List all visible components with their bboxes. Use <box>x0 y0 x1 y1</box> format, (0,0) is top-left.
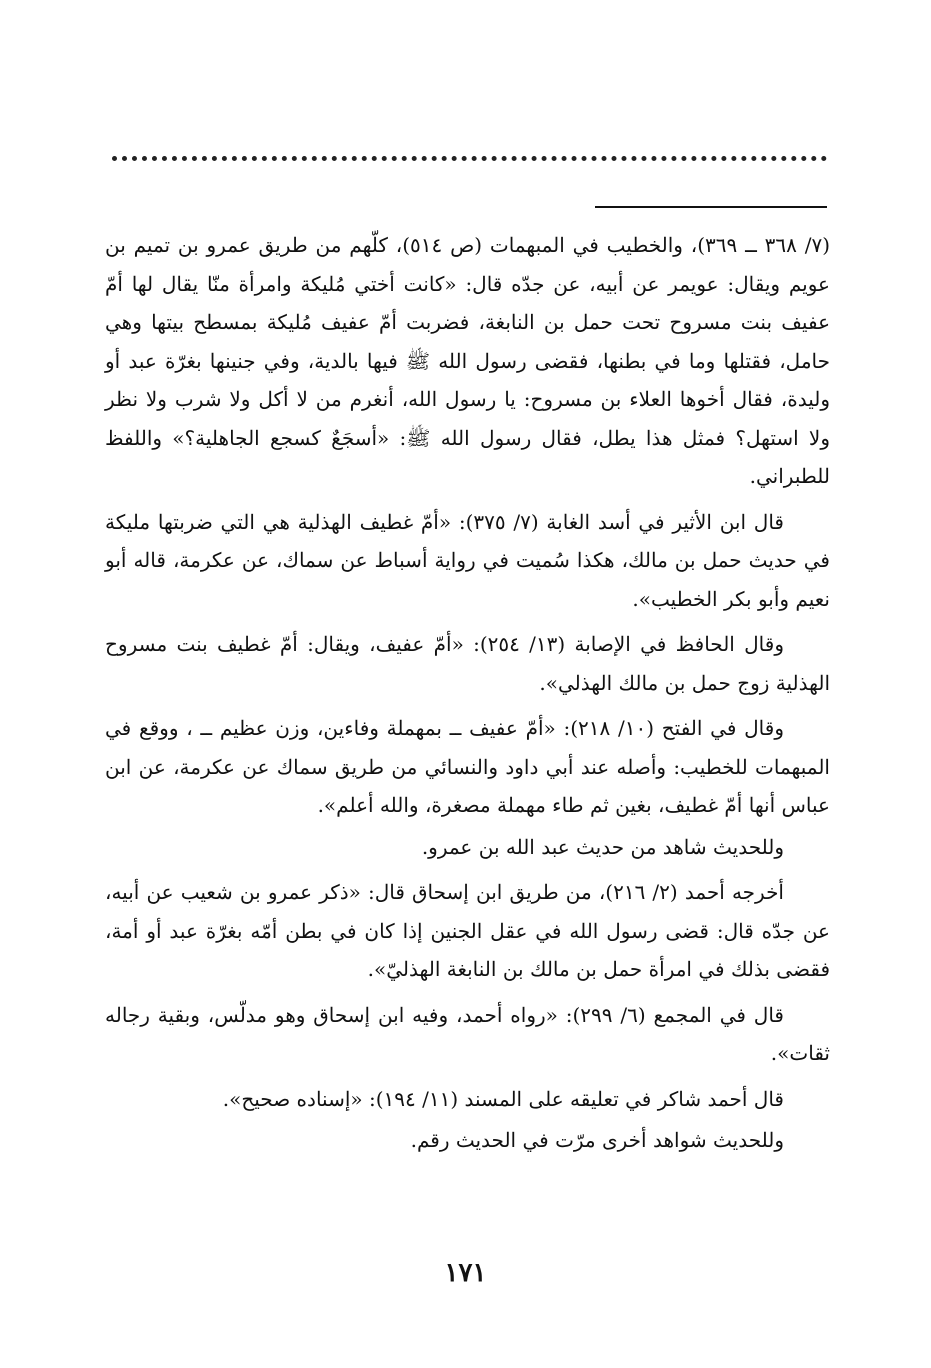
paragraph-7: قال في المجمع (٦/ ٢٩٩): «رواه أحمد، وفيه ابن إسحاق وهو مدلّس، وبقية رجاله ثقات». <box>105 1002 830 1065</box>
page-number: ١٧١ <box>444 1258 487 1288</box>
footnote-rule <box>595 206 827 208</box>
paragraph-1: (٧/ ٣٦٨ ــ ٣٦٩)، والخطيب في المبهمات (ص ٥١٤)، كلّهم من طريق عمرو بن تميم بن عويم ويقال: عويمر عن أبيه، عن جدّه قال: «كانت أختي مُليكة وامرأة منّا يقال لها أمّ عفيف بنت مسروح تحت حمل بن النابغة، فضربت أمّ عفيف مُليكة بمسطح بيتها وهي حامل، فقتلها وما في بطنها، فقضى رسول الله ﷺ فيها بالدية، وفي جنينها بغرّة عبد أو وليدة، فقال أخوها العلاء بن مسروح: يا رسول الله، أنغرم من لا أكل ولا شرب ولا نظر ولا استهل؟ فمثل هذا يطل، فقال رسول الله ﷺ: «أسجَعٌ كسجع الجاهلية؟» واللفظ للطبراني. <box>105 233 830 488</box>
dotted-separator <box>112 156 827 161</box>
paragraph-5: وللحديث شاهد من حديث عبد الله بن عمرو. <box>421 834 784 859</box>
paragraph-2: قال ابن الأثير في أسد الغابة (٧/ ٣٧٥): «أمّ غطيف الهذلية هي التي ضربتها مليكة في حديث حمل بن مالك، هكذا سُميت في رواية أسباط عن سماك، عن عكرمة، قاله أبو نعيم وأبو بكر الخطيب». <box>105 509 830 611</box>
body-text <box>105 226 830 1167</box>
paragraph-3: وقال الحافظ في الإصابة (١٣/ ٢٥٤): «أمّ عفيف، ويقال: أمّ غطيف بنت مسروح الهذلية زوج حمل بن مالك الهذلي». <box>105 632 830 695</box>
paragraph-4: وقال في الفتح (١٠/ ٢١٨): «أمّ عفيف ــ بمهملة وفاءين، وزن عظيم ــ ، ووقع في المبهمات للخطيب: وأصله عند أبي داود والنسائي من طريق سماك عن عكرمة، عن ابن عباس أنها أمّ غطيف، بغين ثم طاء مهملة مصغرة، والله أعلم». <box>105 716 830 817</box>
paragraph-9: وللحديث شواهد أخرى مرّت في الحديث رقم. <box>410 1128 784 1152</box>
paragraph-6: أخرجه أحمد (٢/ ٢١٦)، من طريق ابن إسحاق قال: «ذكر عمرو بن شعيب عن أبيه، عن جدّه قال: قضى رسول الله في عقل الجنين إذا كان في بطن أمّه بغرّة عبد أو أمة، فقضى بذلك في امرأة حمل بن مالك بن النابغة الهذليّ». <box>105 880 830 981</box>
paragraph-8: قال أحمد شاكر في تعليقه على المسند (١١/ ١٩٤): «إسناده صحيح». <box>222 1086 784 1111</box>
